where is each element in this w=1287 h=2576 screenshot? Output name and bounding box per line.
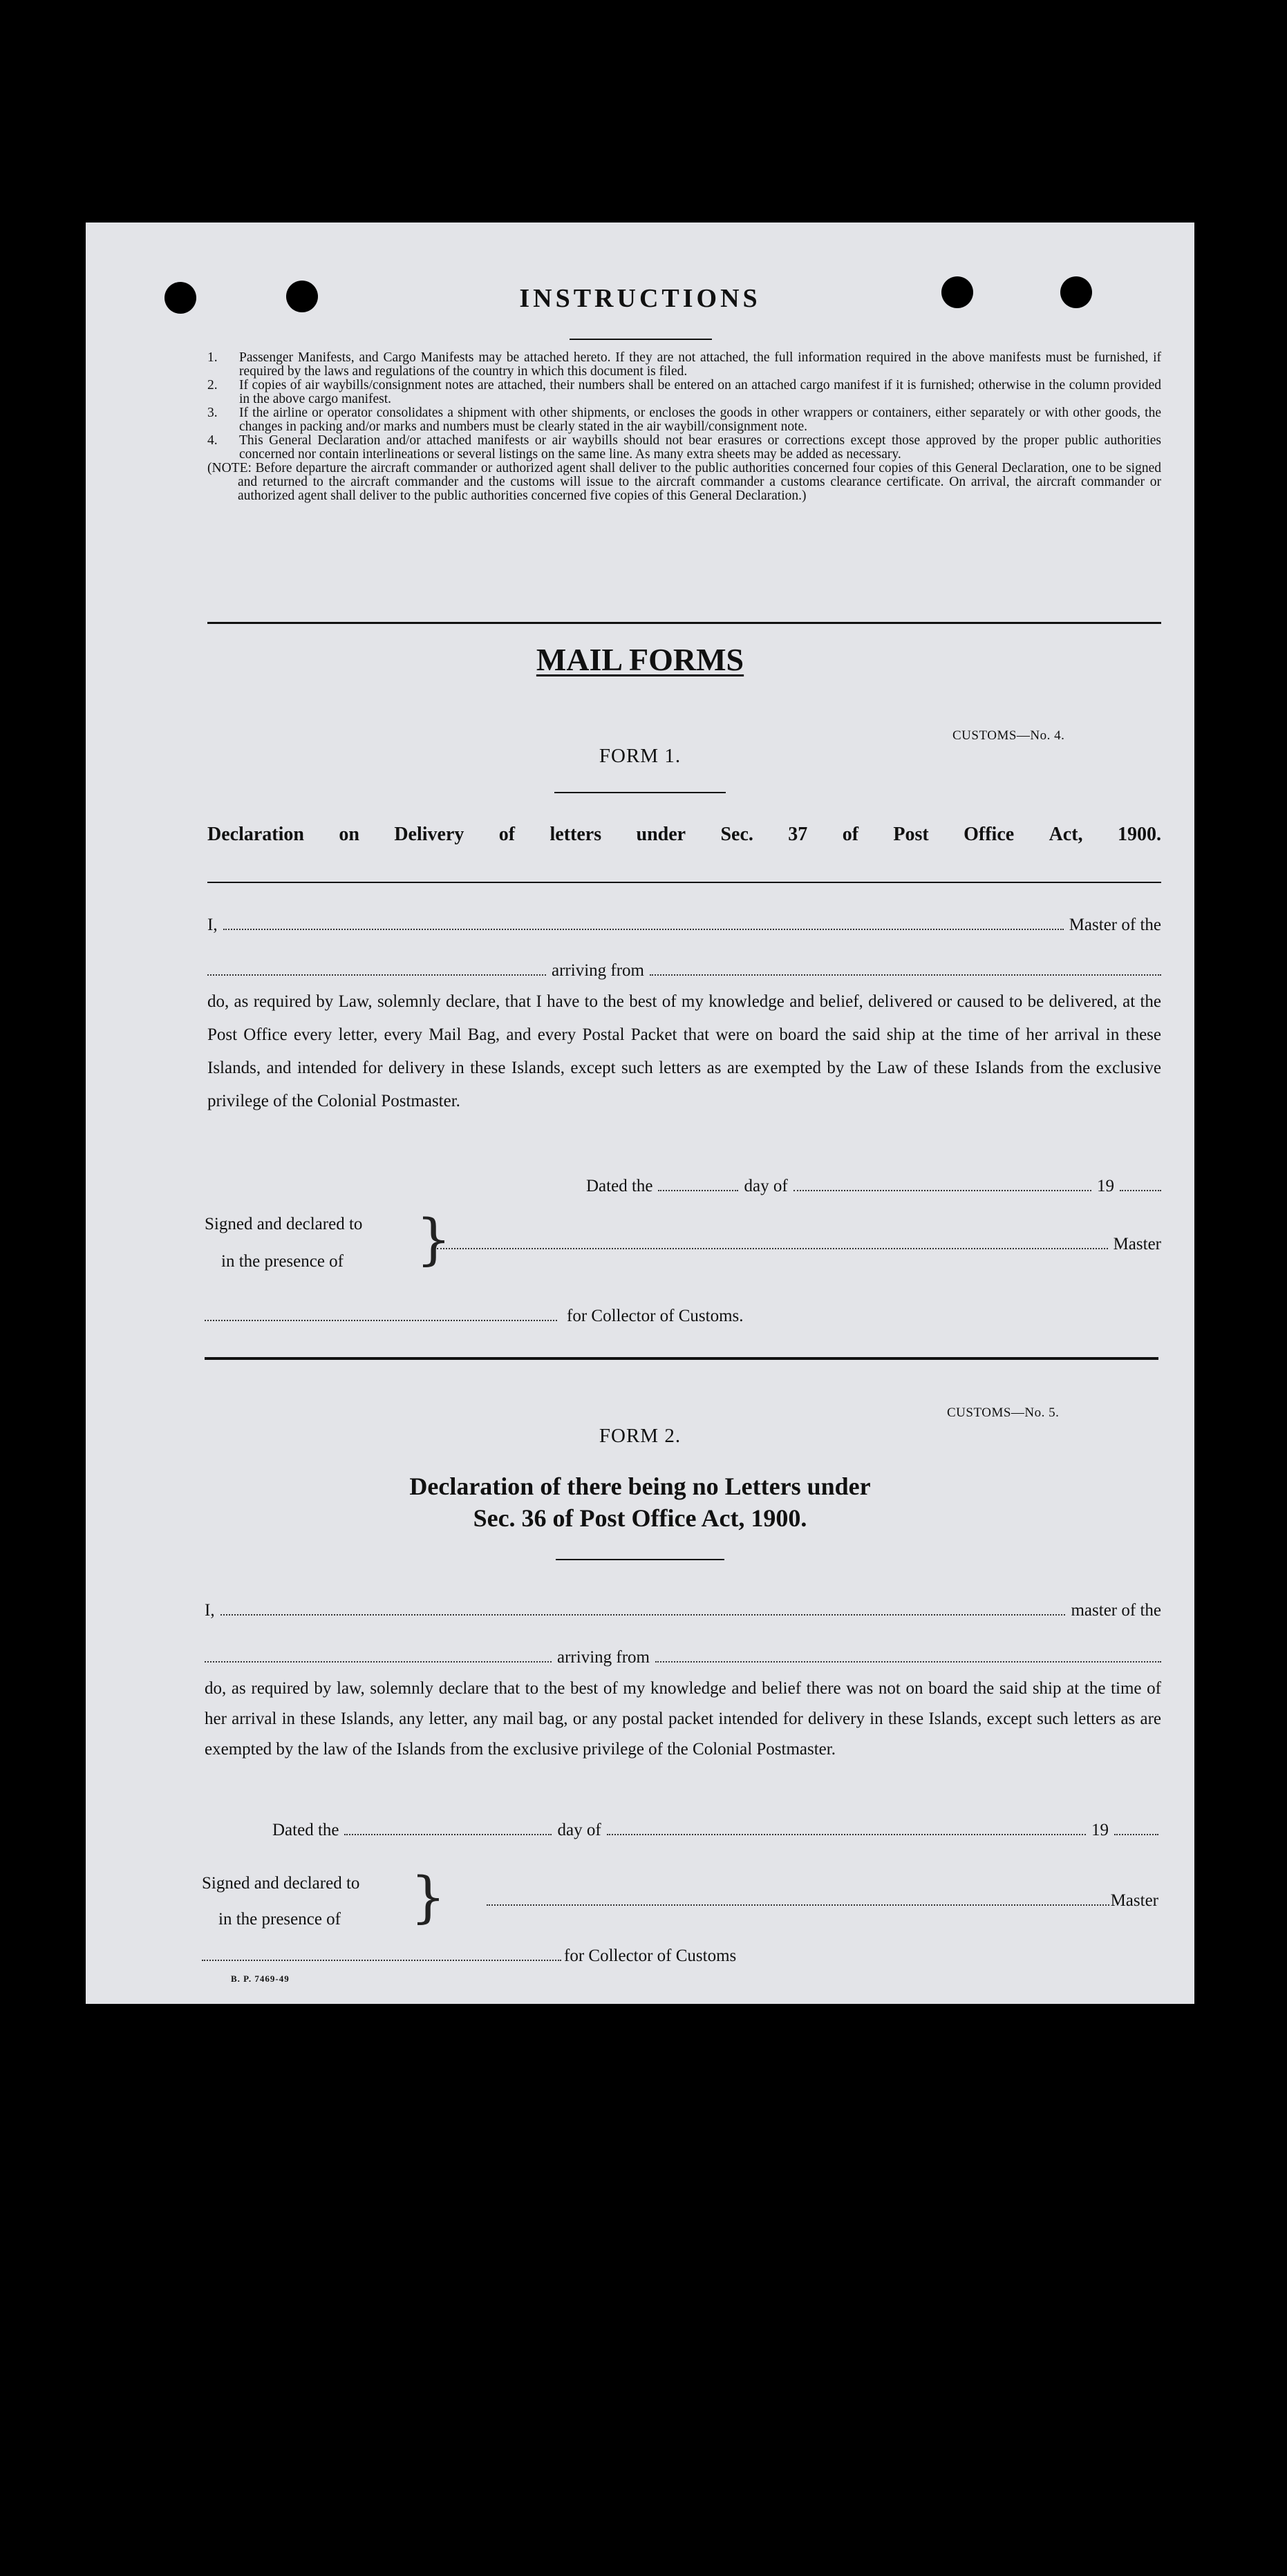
form2-brace: } <box>411 1865 446 1929</box>
form2-master-signature-field[interactable] <box>487 1892 1109 1906</box>
instructions-note: (NOTE: Before departure the aircraft commander or authorized agent shall deliver to the public authorities concerned four copies of this General Declaration, one to be signed and returned to the aircraft commander and the customs will issue to the aircraft commander a customs clearance certificate. On arrival, the aircraft commander or authorized agent shall deliver to the public authorities concerned five copies of this General Declaration.) <box>207 461 1161 503</box>
form2-line-collector: for Collector of Customs <box>202 1946 879 1967</box>
form1-signed-1: Signed and declared to <box>205 1215 363 1233</box>
form2-line-ship: arriving from <box>205 1647 1161 1668</box>
form2-collector-signature-field[interactable] <box>202 1947 561 1961</box>
form1-line-dated: Dated the day of 19 <box>586 1176 1161 1197</box>
form2-name-field[interactable] <box>220 1602 1066 1616</box>
form2-line-dated: Dated the day of 19 <box>272 1820 1158 1841</box>
form1-line-master: Master <box>437 1234 1161 1255</box>
form2-year-field[interactable] <box>1114 1821 1158 1835</box>
instruction-item-3: 3. If the airline or operator consolidates a shipment with other shipments, or encloses the goods in other wrappers or containers, either separately or with other goods, the changes in packing and/or marks and numbers must be clearly stated in the air waybill/consignment note. <box>207 406 1161 434</box>
form1-customs-ref: CUSTOMS—No. 4. <box>952 728 1065 743</box>
instruction-item-4: 4. This General Declaration and/or attached manifests or air waybills should not bear erasures or corrections except those approved by the proper public authorities concerned nor contain interlineations or several listings on the same line. As many extra sheets may be added as necessary. <box>207 433 1161 462</box>
form2-declaration-line1: Declaration of there being no Letters under <box>409 1472 871 1500</box>
mail-forms-title: MAIL FORMS <box>536 642 744 677</box>
form2-title-rule <box>556 1559 724 1560</box>
form1-name-field[interactable] <box>223 916 1064 930</box>
form1-body: do, as required by Law, solemnly declare, that I have to the best of my knowledge and belief, delivered or caused to be delivered, at the Post Office every letter, every Mail Bag, and every Postal Packet that were on board the said ship at the time of her arrival in these Islands, and intended for delivery in these Islands, except such letters as are exempted by the Law of these Islands from the exclusive privilege of the Colonial Postmaster. <box>207 992 1161 1110</box>
form2-signed-1: Signed and declared to <box>202 1874 360 1893</box>
section-divider-2 <box>205 1357 1158 1360</box>
form1-label-rule <box>554 792 726 793</box>
form1-declaration-title: Declaration on Delivery of letters under Sec. 37 of Post Office Act, 1900. <box>207 824 1161 845</box>
instructions-title: INSTRUCTIONS <box>519 284 761 313</box>
instructions-list <box>207 351 1161 503</box>
form1-collector-signature-field[interactable] <box>205 1307 557 1321</box>
instruction-item-1: 1. Passenger Manifests, and Cargo Manifests may be attached hereto. If they are not attached, the full information required in the above manifests must be furnished, if required by the laws and regulations of the country in which this document is filed. <box>207 350 1161 379</box>
form1-title-underline <box>207 882 1161 883</box>
form1-arriving-from-field[interactable] <box>650 962 1161 976</box>
document-page <box>86 222 1194 2004</box>
form2-customs-ref: CUSTOMS—No. 5. <box>947 1405 1060 1420</box>
form1-line-name: I, Master of the <box>207 916 1161 934</box>
form1-line-collector: for Collector of Customs. <box>205 1306 785 1327</box>
form2-line-master: Master <box>487 1891 1158 1911</box>
form1-date-field[interactable] <box>658 1177 738 1191</box>
form2-line-name: I, master of the <box>205 1601 1161 1620</box>
form2-body: do, as required by law, solemnly declare that to the best of my knowledge and belief there was not on board the said ship at the time of her arrival in these Islands, any letter, any mail bag, or any postal packet intended for delivery in these Islands, except such letters as are exempted by the law of the Islands from the exclusive privilege of the Colonial Postmaster. <box>205 1679 1161 1759</box>
form2-declaration-title <box>86 1470 1194 1534</box>
form1-signed-2: in the presence of <box>221 1252 344 1271</box>
section-divider-1 <box>207 622 1161 624</box>
form2-date-field[interactable] <box>344 1821 552 1835</box>
instructions-title-rule <box>570 339 712 340</box>
form2-declaration-line2: Sec. 36 of Post Office Act, 1900. <box>473 1504 807 1532</box>
form1-master-signature-field[interactable] <box>437 1235 1108 1249</box>
form1-year-field[interactable] <box>1120 1177 1161 1191</box>
form2-label: FORM 2. <box>599 1425 682 1447</box>
printer-code: B. P. 7469-49 <box>231 1973 290 1984</box>
instruction-item-2: 2. If copies of air waybills/consignment notes are attached, their numbers shall be entered on an attached cargo manifest if it is furnished; otherwise in the column provided in the above cargo manifest. <box>207 378 1161 406</box>
form2-signed-2: in the presence of <box>218 1910 341 1929</box>
form2-arriving-from-field[interactable] <box>655 1649 1161 1663</box>
form2-month-field[interactable] <box>607 1821 1086 1835</box>
form1-ship-field[interactable] <box>207 962 546 976</box>
form1-month-field[interactable] <box>793 1177 1091 1191</box>
form1-label: FORM 1. <box>599 745 682 767</box>
form2-ship-field[interactable] <box>205 1649 552 1663</box>
form1-brace: } <box>416 1207 451 1271</box>
form1-line-ship: arriving from <box>207 960 1161 981</box>
